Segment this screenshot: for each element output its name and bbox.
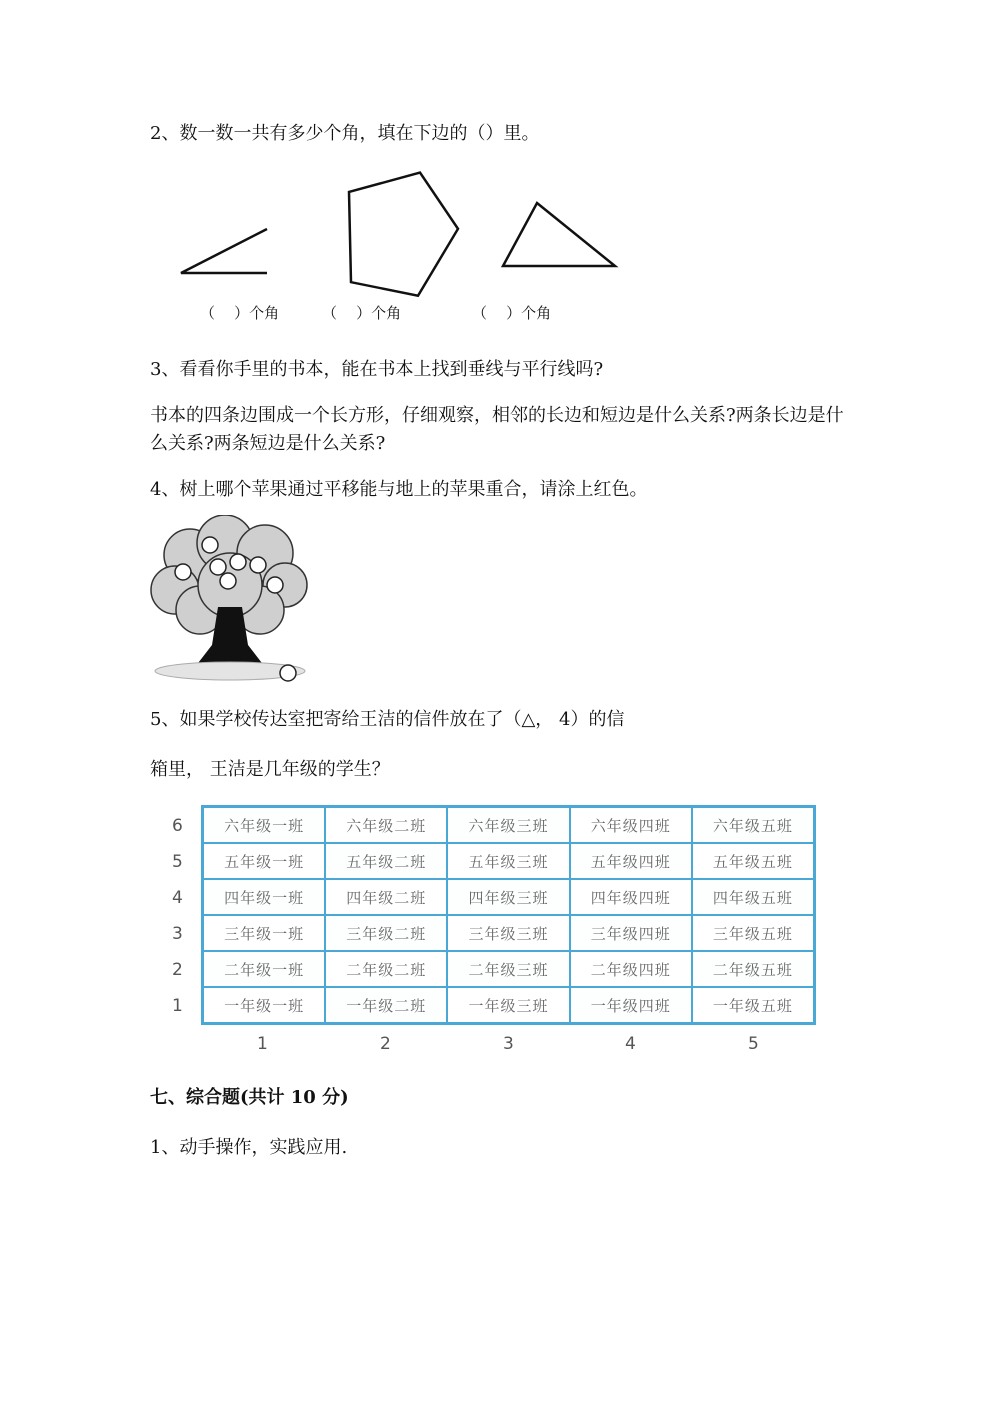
mailbox-cell: 五年级五班 <box>692 843 814 879</box>
column-label: 3 <box>503 1034 514 1054</box>
mailbox-grid <box>201 805 816 1025</box>
angle-figures <box>0 160 1000 300</box>
section-7-heading: 七、综合题(共计 10 分) <box>150 1087 349 1108</box>
mailbox-cell: 三年级五班 <box>692 915 814 951</box>
mailbox-cell: 六年级五班 <box>692 807 814 843</box>
row-label: 1 <box>172 996 183 1016</box>
mailbox-cell: 三年级三班 <box>447 915 569 951</box>
mailbox-grid-figure <box>165 800 835 1060</box>
single-angle-shape <box>181 229 267 273</box>
pentagon-shape <box>349 173 458 296</box>
apple-icon <box>220 573 236 589</box>
mailbox-cell: 四年级一班 <box>203 879 325 915</box>
section-7-question-1: 1、动手操作，实践应用. <box>150 1137 348 1158</box>
mailbox-cell: 一年级三班 <box>447 987 569 1023</box>
apple-icon <box>230 554 246 570</box>
question-4-title: 4、树上哪个苹果通过平移能与地上的苹果重合，请涂上红色。 <box>150 479 648 500</box>
question-2-title: 2、数一数一共有多少个角，填在下边的（）里。 <box>150 123 540 144</box>
row-label: 6 <box>172 816 183 836</box>
apple-icon <box>250 557 266 573</box>
mailbox-cell: 三年级四班 <box>570 915 692 951</box>
mailbox-cell: 二年级一班 <box>203 951 325 987</box>
question-5-line1: 5、如果学校传达室把寄给王洁的信件放在了（△， 4）的信 <box>150 709 625 730</box>
apple-icon <box>210 559 226 575</box>
mailbox-cell: 三年级二班 <box>325 915 447 951</box>
question-5-line2: 箱里， 王洁是几年级的学生？ <box>150 759 390 780</box>
column-label: 5 <box>748 1034 759 1054</box>
apple-icon <box>175 564 191 580</box>
mailbox-cell: 五年级四班 <box>570 843 692 879</box>
mailbox-cell: 一年级二班 <box>325 987 447 1023</box>
mailbox-cell: 二年级五班 <box>692 951 814 987</box>
row-label: 2 <box>172 960 183 980</box>
mailbox-cell: 五年级二班 <box>325 843 447 879</box>
mailbox-cell: 一年级四班 <box>570 987 692 1023</box>
angle-count-label-1: （ ）个角 <box>200 304 280 322</box>
column-label: 1 <box>257 1034 268 1054</box>
mailbox-cell: 六年级一班 <box>203 807 325 843</box>
mailbox-cell: 四年级五班 <box>692 879 814 915</box>
mailbox-cell: 一年级五班 <box>692 987 814 1023</box>
row-label: 5 <box>172 852 183 872</box>
mailbox-cell: 四年级三班 <box>447 879 569 915</box>
mailbox-cell: 四年级四班 <box>570 879 692 915</box>
mailbox-cell: 五年级三班 <box>447 843 569 879</box>
row-label: 3 <box>172 924 183 944</box>
column-label: 2 <box>380 1034 391 1054</box>
mailbox-cell: 二年级四班 <box>570 951 692 987</box>
column-label: 4 <box>625 1034 636 1054</box>
question-3-title: 3、看看你手里的书本，能在书本上找到垂线与平行线吗? <box>150 359 604 380</box>
apple-tree-image <box>150 515 310 685</box>
mailbox-cell: 三年级一班 <box>203 915 325 951</box>
ground-apple-icon <box>280 665 296 681</box>
mailbox-cell: 六年级三班 <box>447 807 569 843</box>
mailbox-cell: 二年级二班 <box>325 951 447 987</box>
mailbox-cell: 六年级四班 <box>570 807 692 843</box>
mailbox-cell: 五年级一班 <box>203 843 325 879</box>
question-3-body: 书本的四条边围成一个长方形，仔细观察，相邻的长边和短边是什么关系?两条长边是什么关系?两条短边是什么关系? <box>150 405 844 454</box>
triangle-shape <box>503 203 615 266</box>
mailbox-cell: 六年级二班 <box>325 807 447 843</box>
angle-count-label-3: （ ）个角 <box>472 304 552 322</box>
apple-icon <box>267 577 283 593</box>
mailbox-cell: 二年级三班 <box>447 951 569 987</box>
mailbox-cell: 四年级二班 <box>325 879 447 915</box>
apple-icon <box>202 537 218 553</box>
angle-count-label-2: （ ）个角 <box>322 304 402 322</box>
mailbox-cell: 一年级一班 <box>203 987 325 1023</box>
row-label: 4 <box>172 888 183 908</box>
